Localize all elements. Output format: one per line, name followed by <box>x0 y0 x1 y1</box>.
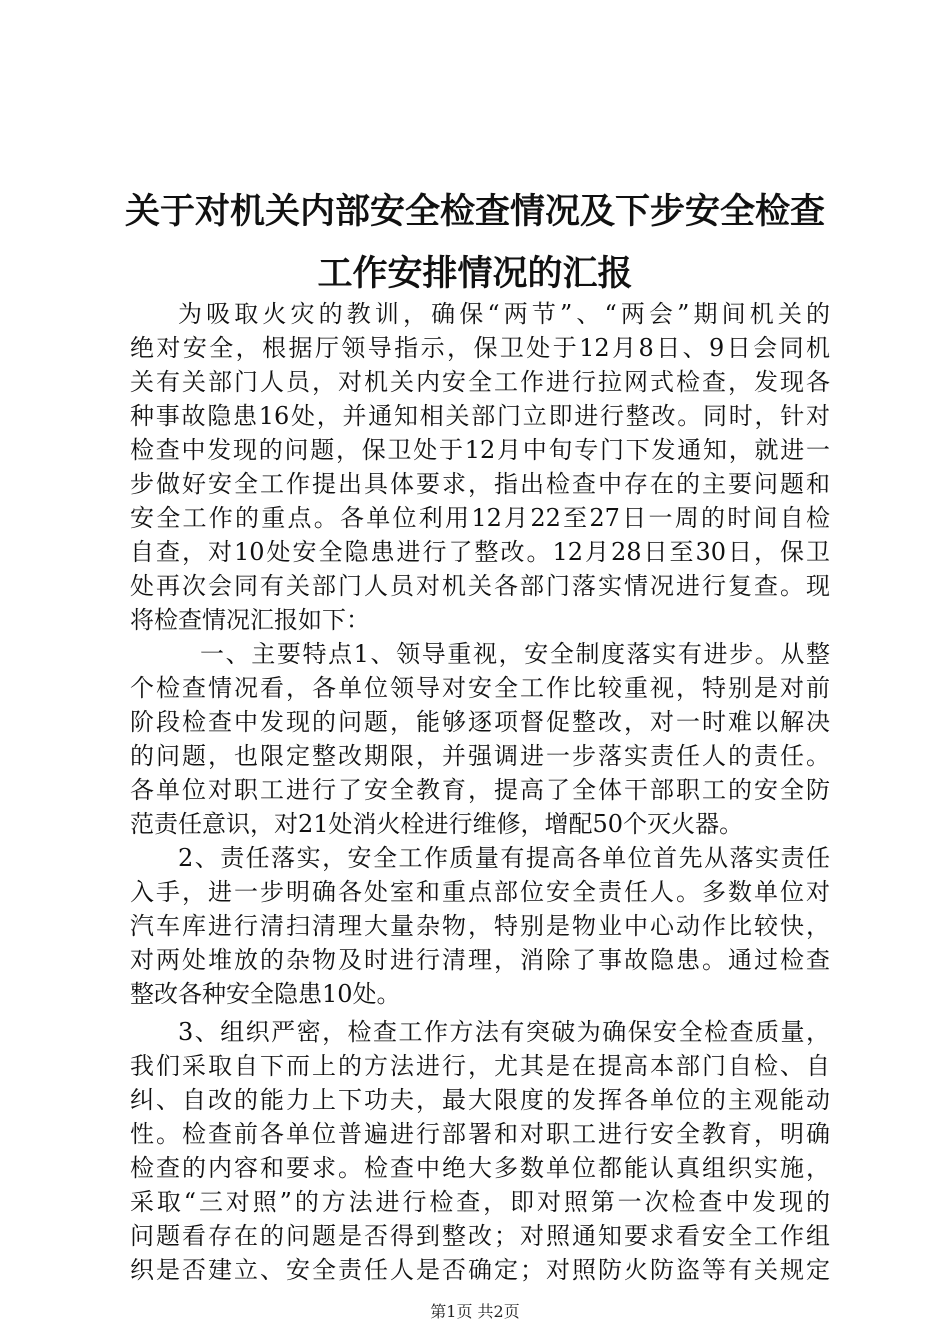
body-line: 步做好安全工作提出具体要求，指出检查中存在的主要问题和 <box>130 470 830 498</box>
body-line: 处再次会同有关部门人员对机关各部门落实情况进行复查。现 <box>130 572 830 600</box>
document-title-line-2: 工作安排情况的汇报 <box>317 253 633 294</box>
body-line: 3、组织严密，检查工作方法有突破为确保安全检查质量， <box>178 1018 830 1046</box>
body-line: 整改各种安全隐患10处。 <box>130 980 401 1008</box>
body-line: 各单位对职工进行了安全教育，提高了全体干部职工的安全防 <box>130 776 830 804</box>
body-line: 性。检查前各单位普遍进行部署和对职工进行安全教育，明确 <box>130 1120 830 1148</box>
body-line: 为吸取火灾的教训，确保“两节”、“两会”期间机关的 <box>178 300 830 328</box>
body-line: 关有关部门人员，对机关内安全工作进行拉网式检查，发现各 <box>130 368 830 396</box>
body-line: 检查的内容和要求。检查中绝大多数单位都能认真组织实施， <box>130 1154 830 1182</box>
page-footer: 第1页 共2页 <box>430 1302 520 1321</box>
body-line: 采取“三对照”的方法进行检查，即对照第一次检查中发现的 <box>130 1188 830 1216</box>
body-line: 检查中发现的问题，保卫处于12月中旬专门下发通知，就进一 <box>130 436 830 464</box>
body-line: 绝对安全，根据厅领导指示，保卫处于12月8日、9日会同机 <box>130 334 830 362</box>
body-line: 对两处堆放的杂物及时进行清理，消除了事故隐患。通过检查 <box>130 946 830 974</box>
body-line: 将检查情况汇报如下： <box>130 606 370 634</box>
body-line: 我们采取自下而上的方法进行，尤其是在提高本部门自检、自 <box>130 1052 830 1080</box>
document-title-line-1: 关于对机关内部安全检查情况及下步安全检查 <box>124 191 825 232</box>
body-line: 种事故隐患16处，并通知相关部门立即进行整改。同时，针对 <box>130 402 830 430</box>
body-line: 汽车库进行清扫清理大量杂物，特别是物业中心动作比较快， <box>130 912 830 940</box>
body-line: 的问题，也限定整改期限，并强调进一步落实责任人的责任。 <box>130 742 830 770</box>
body-line: 入手，进一步明确各处室和重点部位安全责任人。多数单位对 <box>130 878 830 906</box>
body-line: 织是否建立、安全责任人是否确定；对照防火防盗等有关规定 <box>130 1256 830 1284</box>
body-line: 一、主要特点1、领导重视，安全制度落实有进步。从整 <box>200 640 830 668</box>
body-line: 个检查情况看，各单位领导对安全工作比较重视，特别是对前 <box>130 674 830 702</box>
body-line: 阶段检查中发现的问题，能够逐项督促整改，对一时难以解决 <box>130 708 830 736</box>
body-line: 安全工作的重点。各单位利用12月22至27日一周的时间自检 <box>130 504 830 532</box>
body-line: 纠、自改的能力上下功夫，最大限度的发挥各单位的主观能动 <box>130 1086 830 1114</box>
body-line: 2、责任落实，安全工作质量有提高各单位首先从落实责任 <box>178 844 830 872</box>
body-line: 问题看存在的问题是否得到整改；对照通知要求看安全工作组 <box>130 1222 830 1250</box>
body-line: 自查，对10处安全隐患进行了整改。12月28日至30日，保卫 <box>130 538 830 566</box>
body-line: 范责任意识，对21处消火栓进行维修，增配50个灭火器。 <box>130 810 744 838</box>
